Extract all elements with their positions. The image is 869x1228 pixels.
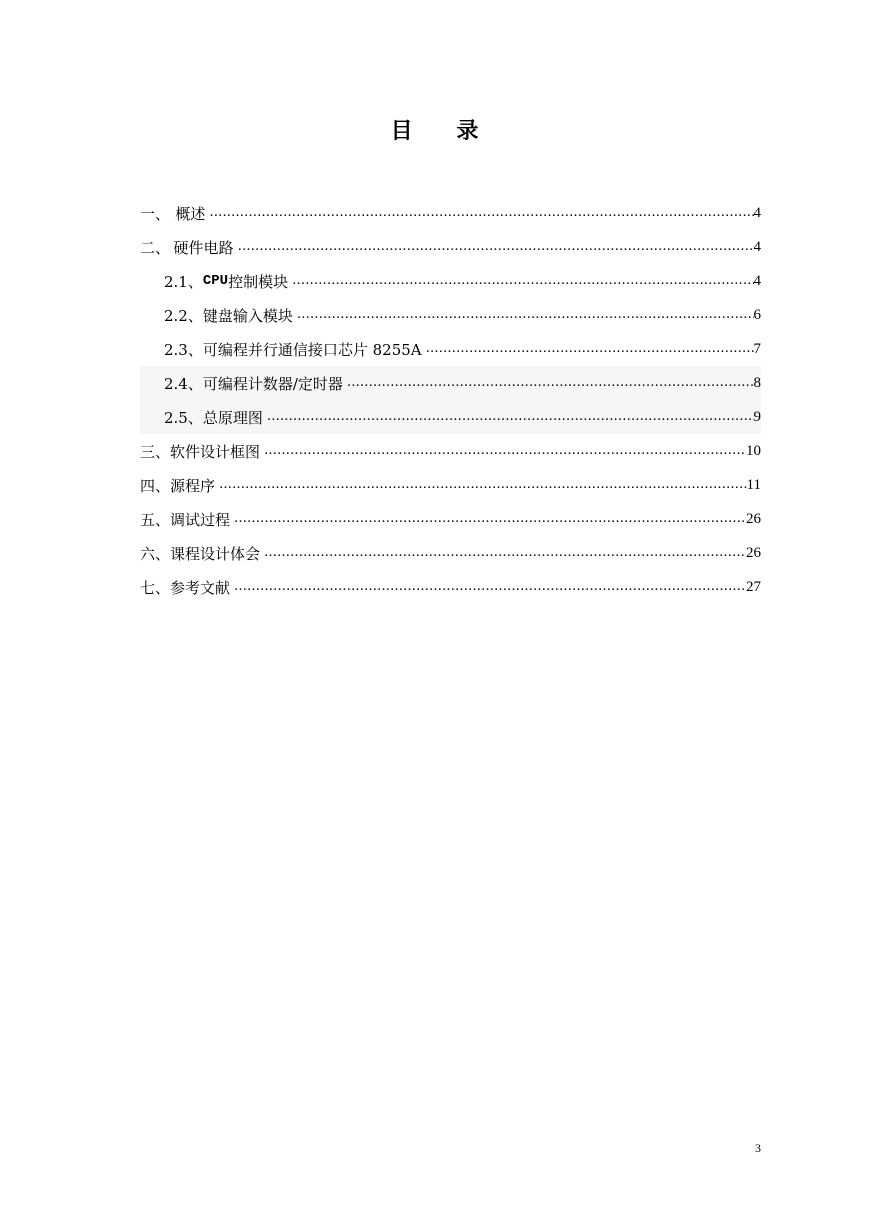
leader-dots (264, 434, 746, 468)
leader-dots (234, 570, 746, 604)
toc-entry-page: 8 (753, 374, 761, 391)
leader-dots (219, 468, 747, 502)
leader-dots (234, 502, 746, 536)
toc-entry-label: 2.2、键盘输入模块 (164, 306, 293, 325)
toc-subentry[interactable] (140, 298, 761, 332)
toc-entry-cpu-text: CPU (202, 273, 229, 289)
toc-entry[interactable] (140, 468, 761, 502)
toc-entry[interactable] (140, 230, 761, 264)
toc-subentry[interactable] (140, 366, 761, 400)
page-number: 3 (755, 1141, 761, 1155)
toc-entry-label: 概述 (175, 204, 206, 223)
toc-entry-page: 9 (753, 408, 761, 425)
toc-entry-page: 26 (746, 510, 761, 527)
page-title: 目 录 (390, 119, 497, 144)
table-of-contents (140, 196, 761, 604)
toc-entry-label: 四、源程序 (140, 476, 216, 495)
toc-subentry[interactable] (140, 400, 761, 434)
toc-entry-page: 6 (753, 306, 761, 323)
toc-entry-label (140, 271, 288, 292)
toc-entry-page: 7 (753, 340, 761, 357)
toc-entry-page: 4 (753, 272, 761, 289)
toc-entry-page: 4 (753, 238, 761, 255)
toc-subentry[interactable] (140, 332, 761, 366)
toc-entry[interactable] (140, 536, 761, 570)
leader-dots (347, 366, 754, 400)
toc-entry-prefix: 2.1、 (164, 272, 203, 291)
leader-dots (264, 536, 746, 570)
toc-entry[interactable] (140, 502, 761, 536)
toc-entry[interactable] (140, 434, 761, 468)
toc-subentry[interactable] (140, 264, 761, 298)
toc-entry-label: 六、课程设计体会 (140, 544, 261, 563)
leader-dots (292, 264, 753, 298)
leader-dots (426, 332, 754, 366)
toc-entry[interactable] (140, 570, 761, 604)
toc-entry-label: 五、调试过程 (140, 510, 231, 529)
toc-entry-label: 硬件电路 (173, 238, 234, 257)
toc-entry-label: 2.5、总原理图 (164, 408, 263, 427)
toc-entry-label: 三、软件设计框图 (140, 442, 261, 461)
leader-dots (267, 400, 754, 434)
toc-entry[interactable] (140, 196, 761, 230)
toc-entry-page: 26 (746, 544, 761, 561)
toc-entry-page: 11 (746, 476, 761, 493)
leader-dots (209, 196, 753, 230)
toc-entry-number: 二、 (140, 238, 171, 257)
toc-entry-page: 27 (746, 578, 761, 595)
leader-dots (238, 230, 754, 264)
toc-entry-number: 一、 (140, 204, 171, 223)
toc-entry-label: 2.4、可编程计数器/定时器 (164, 374, 343, 393)
toc-entry-label: 2.3、可编程并行通信接口芯片 8255A (164, 340, 422, 359)
leader-dots (297, 298, 754, 332)
toc-entry-page: 4 (753, 204, 761, 221)
toc-entry-label: 七、参考文献 (140, 578, 231, 597)
toc-entry-label-text: 控制模块 (228, 272, 289, 291)
toc-entry-page: 10 (746, 442, 761, 459)
